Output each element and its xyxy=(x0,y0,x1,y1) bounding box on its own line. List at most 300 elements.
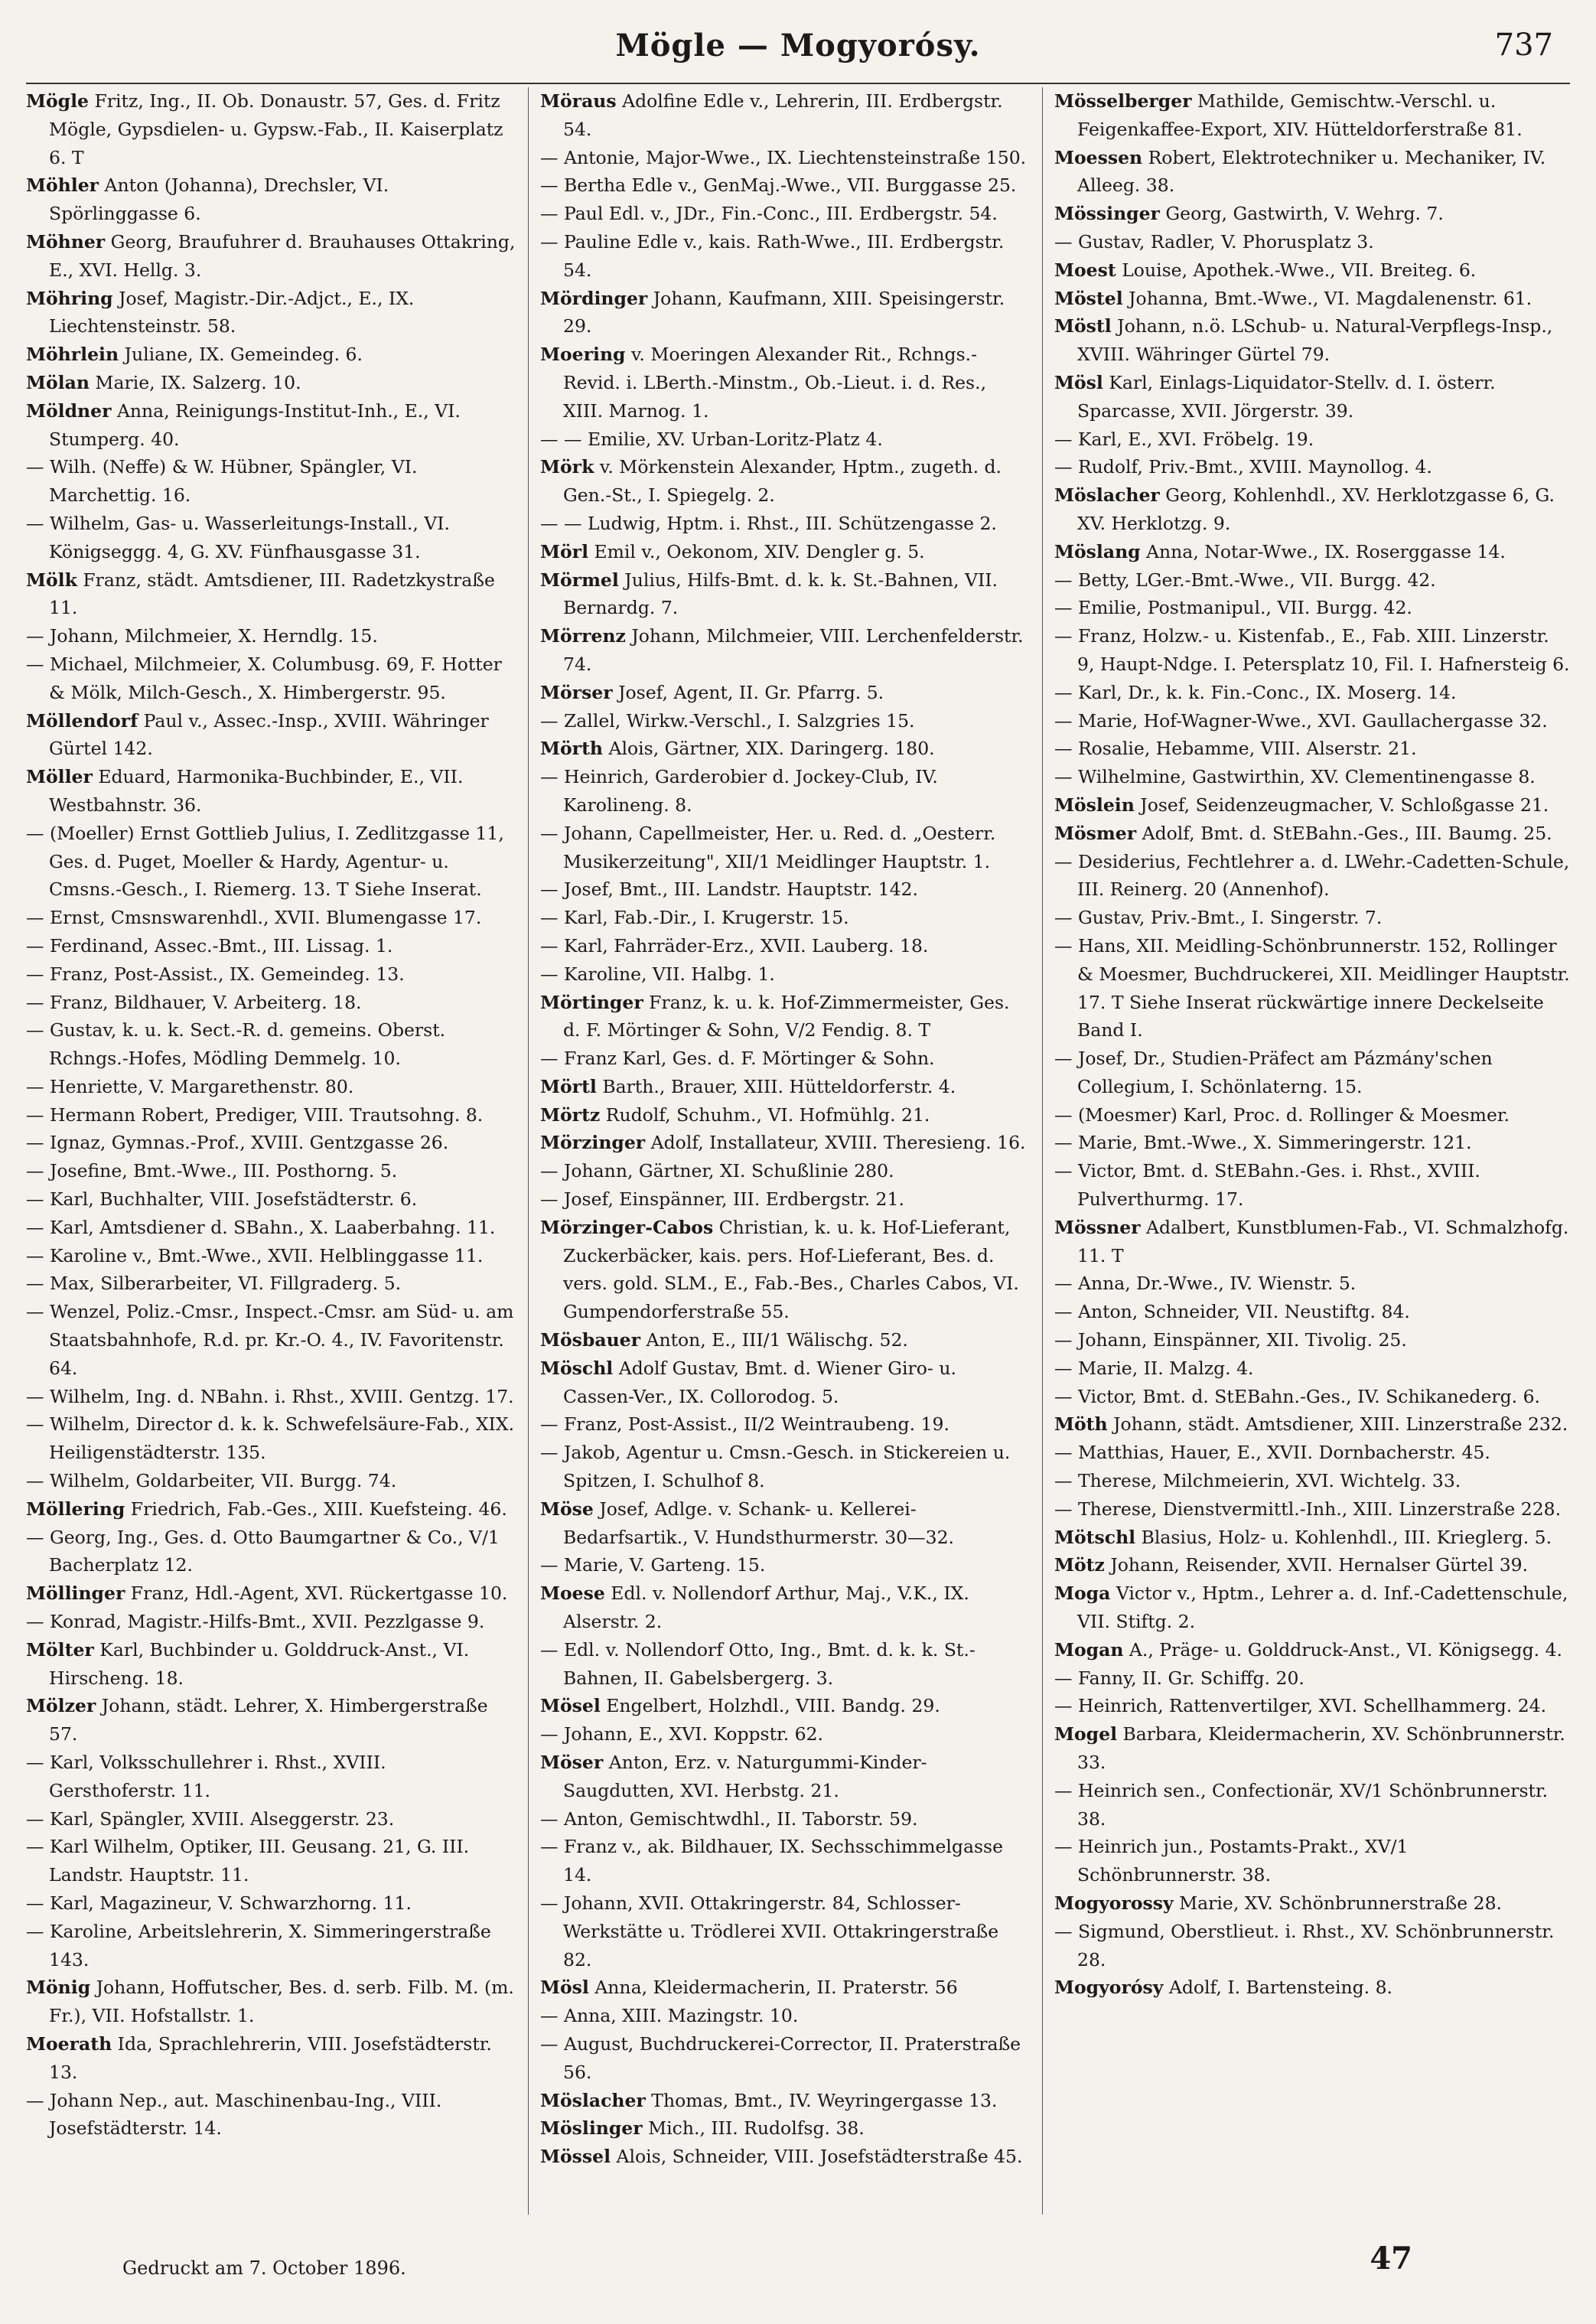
directory-entry xyxy=(540,622,1030,679)
entry-details: — Karl, Spängler, XVIII. Alseggerstr. 23. xyxy=(26,1807,395,1830)
directory-entry xyxy=(1054,820,1570,848)
directory-entry xyxy=(540,2087,1030,2115)
entry-surname: Möldner xyxy=(26,399,112,422)
entry-details: Mich., III. Rudolfsg. 38. xyxy=(642,2117,865,2140)
directory-entry xyxy=(1054,1664,1570,1693)
directory-entry xyxy=(1054,707,1570,735)
entry-surname: Mösmer xyxy=(1054,822,1137,844)
directory-entry xyxy=(540,1185,1030,1214)
directory-entry xyxy=(26,171,516,228)
directory-entry xyxy=(540,1889,1030,1974)
entry-details: — Karl, E., XVI. Fröbelg. 19. xyxy=(1054,428,1314,450)
directory-entry xyxy=(1054,1692,1570,1720)
directory-entry xyxy=(26,1467,516,1495)
entry-details: — — Ludwig, Hptm. i. Rhst., III. Schützengasse 2. xyxy=(540,512,997,534)
directory-entry xyxy=(1054,1720,1570,1777)
directory-entry xyxy=(26,1270,516,1298)
directory-entry xyxy=(26,1073,516,1101)
entry-surname: Mötschl xyxy=(1054,1526,1136,1548)
entry-details: — Johann Nep., aut. Maschinenbau-Ing., VIII. Josefstädterstr. 14. xyxy=(26,2089,442,2140)
directory-entry xyxy=(540,763,1030,820)
entry-details: — Anton, Schneider, VII. Neustiftg. 84. xyxy=(1054,1301,1410,1323)
entry-details: — Karl, Fab.-Dir., I. Krugerstr. 15. xyxy=(540,907,849,929)
entry-details: — Bertha Edle v., GenMaj.-Wwe., VII. Burggasse 25. xyxy=(540,174,1017,197)
entry-details: — Sigmund, Oberstlieut. i. Rhst., XV. Schönbrunnerstr. 28. xyxy=(1054,1920,1555,1970)
entry-surname: Möllinger xyxy=(26,1582,125,1605)
directory-entry xyxy=(1054,1889,1570,1918)
directory-entry xyxy=(1054,1129,1570,1157)
entry-details: — Franz v., ak. Bildhauer, IX. Sechsschimmelgasse 14. xyxy=(540,1836,1003,1886)
directory-entry xyxy=(26,228,516,285)
entry-surname: Mörth xyxy=(540,738,604,760)
entry-details: — Wilhelm, Goldarbeiter, VII. Burgg. 74. xyxy=(26,1470,397,1492)
entry-details: Johann, städt. Amtsdiener, XIII. Linzerstraße 232. xyxy=(1107,1413,1568,1436)
directory-entry xyxy=(1054,1101,1570,1129)
entry-surname: Möllendorf xyxy=(26,709,138,732)
entry-details: — Karoline, VII. Halbg. 1. xyxy=(540,963,775,985)
column-divider xyxy=(528,87,529,2215)
entry-details: Anna, Notar-Wwe., IX. Roserggasse 14. xyxy=(1140,540,1506,562)
directory-entry xyxy=(540,1410,1030,1439)
entry-details: — Max, Silberarbeiter, VI. Fillgraderg. 5. xyxy=(26,1273,402,1295)
entry-details: — Emilie, Postmanipul., VII. Burgg. 42. xyxy=(1054,597,1412,619)
entry-details: — Marie, Bmt.-Wwe., X. Simmeringerstr. 121. xyxy=(1054,1132,1472,1154)
entry-surname: Mösselberger xyxy=(1054,90,1192,112)
directory-entry xyxy=(26,1495,516,1524)
directory-entry xyxy=(1054,481,1570,538)
directory-entry xyxy=(1054,285,1570,313)
directory-entry xyxy=(540,1636,1030,1693)
entry-details: Julius, Hilfs-Bmt. d. k. k. St.-Bahnen, VII. Bernardg. 7. xyxy=(563,569,998,619)
entry-surname: Mörtinger xyxy=(540,991,643,1013)
entry-surname: Möhner xyxy=(26,230,106,253)
entry-details: — Paul Edl. v., JDr., Fin.-Conc., III. Erdbergstr. 54. xyxy=(540,203,998,225)
directory-entry xyxy=(26,1918,516,1974)
directory-entry xyxy=(1054,1270,1570,1298)
directory-entry xyxy=(540,1974,1030,2002)
entry-details: — Marie, II. Malzg. 4. xyxy=(1054,1357,1254,1379)
entry-surname: Möslein xyxy=(1054,794,1135,816)
directory-entry xyxy=(1054,1214,1570,1270)
directory-entry xyxy=(26,989,516,1017)
entry-details: — Victor, Bmt. d. StEBahn.-Ges., IV. Schikanederg. 6. xyxy=(1054,1385,1540,1407)
entry-surname: Mörser xyxy=(540,681,613,703)
entry-details: Juliane, IX. Gemeindeg. 6. xyxy=(119,344,363,366)
entry-details: — Pauline Edle v., kais. Rath-Wwe., III. Erdbergstr. 54. xyxy=(540,230,1005,281)
entry-details: — Franz, Post-Assist., II/2 Weintraubeng. 19. xyxy=(540,1413,949,1436)
entry-details: Ida, Sprachlehrerin, VIII. Josefstädterstr. 13. xyxy=(49,2032,492,2083)
entry-details: — Wilhelm, Gas- u. Wasserleitungs-Install., VI. Königseggg. 4, G. XV. Fünfhausgasse 31. xyxy=(26,512,451,562)
entry-surname: Moerath xyxy=(26,2032,112,2055)
directory-entry xyxy=(1054,1326,1570,1354)
directory-entry xyxy=(1054,200,1570,228)
header-rule xyxy=(26,83,1570,84)
entry-details: Anna, Reinigungs-Institut-Inh., E., VI. Stumperg. 40. xyxy=(49,399,461,450)
entry-details: v. Mörkenstein Alexander, Hptm., zugeth. d. Gen.-St., I. Spiegelg. 2. xyxy=(563,456,1002,507)
entry-details: Eduard, Harmonika-Buchbinder, E., VII. Westbahnstr. 36. xyxy=(49,766,464,816)
directory-entry xyxy=(26,510,516,566)
entry-details: Fritz, Ing., II. Ob. Donaustr. 57, Ges. d. Fritz Mögle, Gypsdielen- u. Gypsw.-Fab., II. Kaiserplatz 6. T xyxy=(49,90,503,168)
directory-entry xyxy=(540,2002,1030,2030)
entry-surname: Mogyorósy xyxy=(1054,1977,1164,1999)
directory-entry xyxy=(540,1579,1030,1636)
entry-details: Thomas, Bmt., IV. Weyringergasse 13. xyxy=(645,2089,998,2111)
entry-surname: Mössel xyxy=(540,2146,611,2168)
entry-details: Franz, Hdl.-Agent, XVI. Rückertgasse 10. xyxy=(125,1582,508,1605)
entry-details: Adolf Gustav, Bmt. d. Wiener Giro- u. Cassen-Ver., IX. Collorodog. 5. xyxy=(563,1357,956,1407)
directory-entry xyxy=(1054,312,1570,369)
directory-entry xyxy=(26,453,516,510)
entry-surname: Moering xyxy=(540,344,626,366)
directory-entry xyxy=(540,707,1030,735)
directory-entry xyxy=(1054,622,1570,679)
entry-details: Alois, Schneider, VIII. Josefstädterstraße 45. xyxy=(611,2146,1023,2168)
entry-details: — Hermann Robert, Prediger, VIII. Trautsohng. 8. xyxy=(26,1103,484,1126)
entry-surname: Mötz xyxy=(1054,1554,1105,1576)
entry-details: Johann, Milchmeier, VIII. Lerchenfelderstr. 74. xyxy=(563,625,1024,675)
directory-entry xyxy=(540,1749,1030,1805)
directory-entry xyxy=(1054,1833,1570,1889)
directory-entry xyxy=(1054,679,1570,707)
directory-entry xyxy=(1054,1918,1570,1974)
entry-details: Johann, Hoffutscher, Bes. d. serb. Filb. M. (m. Fr.), VII. Hofstallstr. 1. xyxy=(49,1977,514,2027)
entry-surname: Möhring xyxy=(26,287,113,309)
directory-entry xyxy=(26,1157,516,1185)
directory-entry xyxy=(540,904,1030,932)
entry-surname: Möslang xyxy=(1054,540,1141,562)
entry-surname: Möstel xyxy=(1054,287,1123,309)
entry-surname: Moessen xyxy=(1054,146,1143,168)
entry-surname: Möllering xyxy=(26,1498,125,1520)
entry-details: Adolf, Bmt. d. StEBahn.-Ges., III. Baumg. 25. xyxy=(1136,822,1552,844)
directory-entry xyxy=(540,1045,1030,1073)
entry-details: — Georg, Ing., Ges. d. Otto Baumgartner & Co., V/1 Bacherplatz 12. xyxy=(26,1526,500,1576)
directory-entry xyxy=(26,1579,516,1608)
directory-entry xyxy=(26,707,516,764)
entry-details: — Rudolf, Priv.-Bmt., XVIII. Maynollog. 4. xyxy=(1054,456,1432,478)
entry-details: Johann, städt. Lehrer, X. Himbergerstraße 57. xyxy=(49,1695,488,1745)
directory-entry xyxy=(26,1524,516,1580)
entry-details: — Edl. v. Nollendorf Otto, Ing., Bmt. d. k. k. St.-Bahnen, II. Gabelsbergerg. 3. xyxy=(540,1638,976,1689)
entry-details: — — Emilie, XV. Urban-Loritz-Platz 4. xyxy=(540,428,883,450)
directory-entry xyxy=(1054,1298,1570,1326)
entry-details: — Jakob, Agentur u. Cmsn.-Gesch. in Stickereien u. Spitzen, I. Schulhof 8. xyxy=(540,1442,1011,1492)
entry-surname: Mörk xyxy=(540,456,594,478)
entry-surname: Mösbauer xyxy=(540,1329,640,1351)
entry-details: Georg, Gastwirth, V. Wehrg. 7. xyxy=(1159,203,1444,225)
entry-details: — Karoline, Arbeitslehrerin, X. Simmeringerstraße 143. xyxy=(26,1920,491,1970)
column-2 xyxy=(540,87,1030,2215)
directory-entry xyxy=(1054,1579,1570,1636)
directory-entry xyxy=(1054,1410,1570,1439)
directory-entry xyxy=(540,735,1030,763)
entry-details: — Karl, Volksschullehrer i. Rhst., XVIII. Gersthoferstr. 11. xyxy=(26,1752,386,1801)
entry-details: — Betty, LGer.-Bmt.-Wwe., VII. Burgg. 42. xyxy=(1054,569,1436,591)
entry-details: Georg, Kohlenhdl., XV. Herklotzgasse 6, G. XV. Herklotzg. 9. xyxy=(1077,484,1555,534)
entry-details: v. Moeringen Alexander Rit., Rchngs.-Revid. i. LBerth.-Minstm., Ob.-Lieut. i. d. Res., XIII. Marnog. 1. xyxy=(563,344,987,422)
entry-details: Edl. v. Nollendorf Arthur, Maj., V.K., IX. Alserstr. 2. xyxy=(563,1582,969,1633)
entry-details: Paul v., Assec.-Insp., XVIII. Währinger Gürtel 142. xyxy=(49,709,489,760)
entry-surname: Mogan xyxy=(1054,1638,1124,1661)
directory-entry xyxy=(540,510,1030,538)
directory-entry xyxy=(26,650,516,707)
entry-surname: Möstl xyxy=(1054,315,1112,337)
entry-details: — Ignaz, Gymnas.-Prof., XVIII. Gentzgasse 26. xyxy=(26,1132,449,1154)
directory-entry xyxy=(540,2030,1030,2087)
entry-details: Anton, Erz. v. Naturgummi-Kinder-Saugdutten, XVI. Herbstg. 21. xyxy=(563,1752,927,1801)
entry-details: — Johann, Einspänner, XII. Tivolig. 25. xyxy=(1054,1329,1407,1351)
entry-details: Karl, Buchbinder u. Golddruck-Anst., VI. Hirscheng. 18. xyxy=(49,1638,470,1689)
directory-entry xyxy=(1054,425,1570,454)
directory-entry xyxy=(1054,566,1570,595)
directory-entry xyxy=(1054,87,1570,144)
directory-entry xyxy=(26,1410,516,1467)
directory-entry xyxy=(540,566,1030,623)
directory-entry xyxy=(1054,735,1570,763)
entry-details: Victor v., Hptm., Lehrer a. d. Inf.-Cadettenschule, VII. Stiftg. 2. xyxy=(1077,1582,1568,1633)
directory-entry xyxy=(1054,453,1570,481)
directory-entry xyxy=(540,989,1030,1045)
entry-details: Emil v., Oekonom, XIV. Dengler g. 5. xyxy=(588,540,925,562)
entry-details: — Rosalie, Hebamme, VIII. Alserstr. 21. xyxy=(1054,738,1417,760)
directory-entry xyxy=(1054,904,1570,932)
entry-details: — Karl, Buchhalter, VIII. Josefstädterstr. 6. xyxy=(26,1188,418,1211)
directory-entry xyxy=(26,1608,516,1636)
directory-entry xyxy=(540,2143,1030,2171)
directory-entry xyxy=(1054,1495,1570,1524)
entry-details: — Henriette, V. Margarethenstr. 80. xyxy=(26,1075,354,1097)
entry-details: Barth., Brauer, XIII. Hütteldorferstr. 4. xyxy=(596,1075,956,1097)
directory-entry xyxy=(540,341,1030,425)
directory-entry xyxy=(26,1974,516,2030)
directory-entry xyxy=(540,1720,1030,1749)
entry-details: Josef, Agent, II. Gr. Pfarrg. 5. xyxy=(612,681,884,703)
directory-entry xyxy=(1054,1383,1570,1411)
directory-entry xyxy=(540,171,1030,200)
entry-surname: Möraus xyxy=(540,90,617,112)
entry-details: — Gustav, Priv.-Bmt., I. Singerstr. 7. xyxy=(1054,907,1383,929)
running-head xyxy=(0,28,1596,73)
entry-details: Robert, Elektrotechniker u. Mechaniker, IV. Alleeg. 38. xyxy=(1077,146,1546,197)
entry-surname: Mörl xyxy=(540,540,588,562)
entry-surname: Mörtl xyxy=(540,1075,597,1097)
entry-details: — Josef, Dr., Studien-Präfect am Pázmány'schen Collegium, I. Schönlaterng. 15. xyxy=(1054,1048,1493,1097)
directory-entry xyxy=(540,1214,1030,1326)
entry-surname: Mögle xyxy=(26,90,89,112)
entry-details: — Johann, Capellmeister, Her. u. Red. d. „Oesterr. Musikerzeitung", XII/1 Meidlinger Hauptstr. 1. xyxy=(540,822,996,872)
entry-details: Christian, k. u. k. Hof-Lieferant, Zuckerbäcker, kais. pers. Hof-Lieferant, Bes. d. vers. gold. SLM., E., Fab.-Bes., Charles Cabos, VI. Gumpendorferstraße 55. xyxy=(563,1216,1019,1323)
entry-surname: Möth xyxy=(1054,1413,1108,1436)
entry-details: — Gustav, k. u. k. Sect.-R. d. gemeins. Oberst. Rchngs.-Hofes, Mödling Demmelg. 10. xyxy=(26,1019,446,1070)
directory-entry xyxy=(1054,144,1570,200)
entry-surname: Mölk xyxy=(26,569,77,591)
entry-surname: Mölan xyxy=(26,371,90,393)
directory-entry xyxy=(26,285,516,341)
entry-details: — Franz, Post-Assist., IX. Gemeindeg. 13. xyxy=(26,963,405,985)
directory-entry xyxy=(1054,1439,1570,1467)
entry-details: Rudolf, Schuhm., VI. Hofmühlg. 21. xyxy=(600,1103,930,1126)
entry-details: — Heinrich sen., Confectionär, XV/1 Schönbrunnerstr. 38. xyxy=(1054,1779,1549,1830)
directory-entry xyxy=(540,453,1030,510)
entry-details: — Wilhelmine, Gastwirthin, XV. Clementinengasse 8. xyxy=(1054,766,1536,788)
entry-surname: Mössner xyxy=(1054,1216,1141,1238)
directory-entry xyxy=(1054,848,1570,905)
directory-entry xyxy=(26,763,516,820)
entry-details: Karl, Einlags-Liquidator-Stellv. d. I. österr. Sparcasse, XVII. Jörgerstr. 39. xyxy=(1077,371,1496,422)
entry-details: — Wenzel, Poliz.-Cmsr., Inspect.-Cmsr. am Süd- u. am Staatsbahnhofe, R.d. pr. Kr.-O. 4., IV. Favoritenstr. 64. xyxy=(26,1301,514,1379)
directory-entry xyxy=(26,1636,516,1693)
entry-details: — Ferdinand, Assec.-Bmt., III. Lissag. 1. xyxy=(26,934,393,957)
entry-surname: Mölter xyxy=(26,1638,94,1661)
directory-entry xyxy=(26,1833,516,1889)
directory-entry xyxy=(540,1157,1030,1185)
entry-details: Marie, XV. Schönbrunnerstraße 28. xyxy=(1173,1892,1502,1914)
entry-details: Anna, Kleidermacherin, II. Praterstr. 56 xyxy=(588,1977,958,1999)
entry-surname: Möslacher xyxy=(1054,484,1160,507)
entry-surname: Mördinger xyxy=(540,287,648,309)
entry-surname: Moest xyxy=(1054,259,1116,281)
entry-details: — Anna, Dr.-Wwe., IV. Wienstr. 5. xyxy=(1054,1273,1357,1295)
entry-details: — Karl, Dr., k. k. Fin.-Conc., IX. Moserg. 14. xyxy=(1054,681,1457,703)
entry-details: Anton, E., III/1 Wälischg. 52. xyxy=(640,1329,908,1351)
entry-details: — Josefine, Bmt.-Wwe., III. Posthorng. 5. xyxy=(26,1160,398,1182)
entry-surname: Mörrenz xyxy=(540,625,626,647)
directory-entry xyxy=(540,1495,1030,1552)
entry-details: — Matthias, Hauer, E., XVII. Dornbacherstr. 45. xyxy=(1054,1442,1490,1464)
entry-surname: Mogyorossy xyxy=(1054,1892,1174,1914)
directory-entry xyxy=(26,397,516,454)
entry-details: — Johann, Gärtner, XI. Schußlinie 280. xyxy=(540,1160,894,1182)
directory-entry xyxy=(26,932,516,960)
directory-entry xyxy=(540,960,1030,989)
entry-details: — Anton, Gemischtwdhl., II. Taborstr. 59. xyxy=(540,1807,918,1830)
page-title: Mögle — Mogyorósy. xyxy=(615,28,981,64)
entry-details: — Ernst, Cmsnswarenhdl., XVII. Blumengasse 17. xyxy=(26,907,482,929)
directory-entry xyxy=(26,1805,516,1833)
entry-surname: Mörtz xyxy=(540,1103,601,1126)
directory-entry xyxy=(26,2030,516,2087)
entry-surname: Moese xyxy=(540,1582,605,1605)
entry-surname: Mörmel xyxy=(540,569,619,591)
directory-entry xyxy=(1054,1974,1570,2002)
directory-entry xyxy=(540,87,1030,144)
entry-details: — Heinrich, Garderobier d. Jockey-Club, IV. Karolineng. 8. xyxy=(540,766,938,816)
entry-surname: Möse xyxy=(540,1498,594,1520)
directory-entry xyxy=(26,1129,516,1157)
entry-details: Franz, städt. Amtsdiener, III. Radetzkystraße 11. xyxy=(49,569,495,619)
directory-entry xyxy=(540,1833,1030,1889)
directory-entry xyxy=(26,1383,516,1411)
entry-surname: Mörzinger xyxy=(540,1132,646,1154)
entry-details: — Therese, Milchmeierin, XVI. Wichtelg. 33. xyxy=(1054,1470,1461,1492)
directory-entry xyxy=(540,2114,1030,2143)
column-3 xyxy=(1054,87,1570,2215)
directory-entry xyxy=(1054,1524,1570,1552)
entry-details: Alois, Gärtner, XIX. Daringerg. 180. xyxy=(603,738,935,760)
entry-details: — Heinrich jun., Postamts-Prakt., XV/1 Schönbrunnerstr. 38. xyxy=(1054,1836,1409,1886)
entry-details: Marie, IX. Salzerg. 10. xyxy=(89,371,301,393)
entry-details: Johann, Kaufmann, XIII. Speisingerstr. 29. xyxy=(563,287,1005,337)
entry-details: Adolf, Installateur, XVIII. Theresieng. 16. xyxy=(645,1132,1026,1154)
entry-details: — Karl, Magazineur, V. Schwarzhorng. 11. xyxy=(26,1892,412,1914)
entry-details: — Josef, Einspänner, III. Erdbergstr. 21. xyxy=(540,1188,904,1211)
entry-details: Louise, Apothek.-Wwe., VII. Breiteg. 6. xyxy=(1116,259,1477,281)
directory-entry xyxy=(26,87,516,171)
entry-details: Blasius, Holz- u. Kohlenhdl., III. Krieglerg. 5. xyxy=(1135,1526,1552,1548)
directory-entry xyxy=(1054,1467,1570,1495)
entry-surname: Mogel xyxy=(1054,1723,1117,1745)
entry-surname: Möslinger xyxy=(540,2117,643,2140)
entry-details: — Desiderius, Fechtlehrer a. d. LWehr.-Cadetten-Schule, III. Reinerg. 20 (Annenhof). xyxy=(1054,850,1570,901)
entry-details: Georg, Braufuhrer d. Brauhauses Ottakring, E., XVI. Hellg. 3. xyxy=(49,230,516,281)
directory-entry xyxy=(540,820,1030,876)
entry-details: Adalbert, Kunstblumen-Fab., VI. Schmalzhofg. 11. T xyxy=(1077,1216,1569,1266)
entry-details: Adolf, I. Bartensteing. 8. xyxy=(1163,1977,1393,1999)
directory-entry xyxy=(540,1551,1030,1579)
entry-details: — Wilh. (Neffe) & W. Hübner, Spängler, VI. Marchettig. 16. xyxy=(26,456,418,507)
entry-details: — Johann, E., XVI. Koppstr. 62. xyxy=(540,1723,824,1745)
entry-details: Johann, Reisender, XVII. Hernalser Gürtel 39. xyxy=(1104,1554,1529,1576)
directory-entry xyxy=(540,1692,1030,1720)
directory-entry xyxy=(540,1129,1030,1157)
entry-details: Engelbert, Holzhdl., VIII. Bandg. 29. xyxy=(600,1695,940,1717)
entry-details: — Hans, XII. Meidling-Schönbrunnerstr. 152, Rollinger & Moesmer, Buchdruckerei, XII. Meidlinger Hauptstr. 17. T Siehe Inserat rückwärtige innere Deckelseite Band I. xyxy=(1054,934,1570,1041)
entry-details: — (Moeller) Ernst Gottlieb Julius, I. Zedlitzgasse 11, Ges. d. Puget, Moeller & Hardy, Agentur- u. Cmsns.-Gesch., I. Riemerg. 13. T Siehe Inserat. xyxy=(26,822,504,901)
entry-details: — Franz, Holzw.- u. Kistenfab., E., Fab. XIII. Linzerstr. 9, Haupt-Ndge. I. Petersplatz 10, Fil. I. Hafnersteig 6. xyxy=(1054,625,1570,675)
entry-details: — Wilhelm, Ing. d. NBahn. i. Rhst., XVIII. Gentzg. 17. xyxy=(26,1385,514,1407)
entry-details: A., Präge- u. Golddruck-Anst., VI. Königsegg. 4. xyxy=(1123,1638,1562,1661)
directory-entry xyxy=(1054,1157,1570,1214)
print-date: Gedruckt am 7. October 1896. xyxy=(122,2257,406,2279)
entry-details: Johanna, Bmt.-Wwe., VI. Magdalenenstr. 61. xyxy=(1122,287,1532,309)
directory-entry xyxy=(1054,1636,1570,1664)
entry-details: — Marie, Hof-Wagner-Wwe., XVI. Gaullachergasse 32. xyxy=(1054,709,1548,732)
entry-surname: Mösl xyxy=(540,1977,589,1999)
directory-entry xyxy=(26,1242,516,1270)
directory-entry xyxy=(540,144,1030,172)
entry-details: — Zallel, Wirkw.-Verschl., I. Salzgries 15. xyxy=(540,709,915,732)
entry-details: — Karl Wilhelm, Optiker, III. Geusang. 21, G. III. Landstr. Hauptstr. 11. xyxy=(26,1836,470,1886)
directory-entry xyxy=(26,820,516,904)
entry-details: Josef, Magistr.-Dir.-Adjct., E., IX. Liechtensteinstr. 58. xyxy=(49,287,415,337)
directory-entry xyxy=(1054,791,1570,820)
entry-surname: Moga xyxy=(1054,1582,1111,1605)
directory-entry xyxy=(540,1805,1030,1833)
entry-details: Josef, Seidenzeugmacher, V. Schloßgasse 21. xyxy=(1134,794,1549,816)
entry-details: Friedrich, Fab.-Ges., XIII. Kuefsteing. 46. xyxy=(125,1498,507,1520)
entry-surname: Möhler xyxy=(26,174,99,197)
directory-entry xyxy=(26,566,516,623)
directory-entry xyxy=(26,1692,516,1749)
entry-surname: Mösel xyxy=(540,1695,601,1717)
directory-entry xyxy=(540,1073,1030,1101)
entry-details: — Heinrich, Rattenvertilger, XVI. Schellhammerg. 24. xyxy=(1054,1695,1547,1717)
directory-entry xyxy=(26,1749,516,1805)
directory-entry xyxy=(540,228,1030,285)
entry-details: — August, Buchdruckerei-Corrector, II. Praterstraße 56. xyxy=(540,2032,1021,2083)
entry-details: — Antonie, Major-Wwe., IX. Liechtensteinstraße 150. xyxy=(540,146,1027,168)
directory-entry xyxy=(26,1101,516,1129)
entry-details: — Franz Karl, Ges. d. F. Mörtinger & Sohn. xyxy=(540,1048,935,1070)
entry-surname: Möhrlein xyxy=(26,344,119,366)
directory-entry xyxy=(540,679,1030,707)
entry-details: — Karoline v., Bmt.-Wwe., XVII. Helblinggasse 11. xyxy=(26,1244,484,1266)
entry-details: — Wilhelm, Director d. k. k. Schwefelsäure-Fab., XIX. Heiligenstädterstr. 135. xyxy=(26,1413,515,1464)
directory-entry xyxy=(26,369,516,397)
entry-details: — Victor, Bmt. d. StEBahn.-Ges. i. Rhst., XVIII. Pulverthurmg. 17. xyxy=(1054,1160,1480,1211)
entry-surname: Möller xyxy=(26,766,93,788)
directory-entry xyxy=(26,1214,516,1242)
